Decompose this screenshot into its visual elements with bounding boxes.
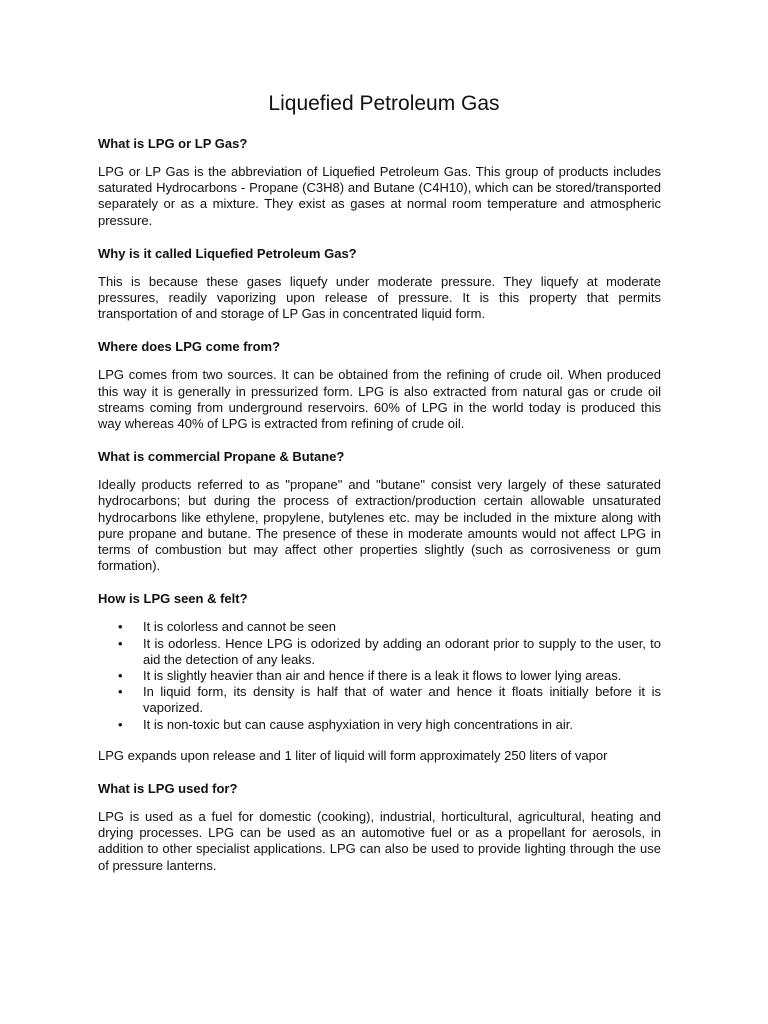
- bullet-icon: •: [118, 716, 123, 732]
- section-paragraph: Ideally products referred to as "propane" and "butane" consist very largely of these saturated hydrocarbons; but during the process of extraction/production certain allowable unsaturated hydrocarbons like ethylene, propylene, butylenes etc. may be included in the mixture along with pure propane and butane. The presence of these in moderate amounts would not affect LPG in terms of combustion but may affect other properties slightly (such as corrosiveness or gum formation).: [98, 477, 661, 574]
- section-heading: What is LPG used for?: [98, 781, 238, 797]
- bullet-list: [98, 619, 661, 732]
- section-heading: Where does LPG come from?: [98, 339, 281, 355]
- list-item-text: It is slightly heavier than air and hence if there is a leak it flows to lower lying areas.: [143, 668, 622, 684]
- section-heading: Why is it called Liquefied Petroleum Gas?: [98, 245, 357, 261]
- section-paragraph: LPG or LP Gas is the abbreviation of Liquefied Petroleum Gas. This group of products includes saturated Hydrocarbons - Propane (C3H8) and Butane (C4H10), which can be stored/transported separately or as a mixture. They exist as gases at normal room temperature and atmospheric pressure.: [98, 164, 661, 228]
- list-item-text: In liquid form, its density is half that of water and hence it floats initially before it is vaporized.: [143, 684, 661, 716]
- list-item: [118, 619, 661, 635]
- bullet-icon: •: [118, 635, 123, 651]
- section-used-for: [98, 781, 661, 874]
- document-body: [98, 136, 661, 891]
- section-paragraph: LPG comes from two sources. It can be obtained from the refining of crude oil. When produced this way it is generally in pressurized form. LPG is also extracted from natural gas or crude oil streams coming from underground reservoirs. 60% of LPG in the world today is produced this way whereas 40% of LPG is extracted from refining of crude oil.: [98, 367, 661, 432]
- page-title: Liquefied Petroleum Gas: [268, 92, 500, 115]
- section-heading: What is LPG or LP Gas?: [98, 136, 248, 151]
- section-commercial-propane-butane: [98, 449, 661, 574]
- section-why-called: [98, 246, 661, 323]
- list-item: [118, 716, 661, 733]
- section-what-is-lpg: [98, 136, 661, 229]
- list-item-text: It is odorless. Hence LPG is odorized by adding an odorant prior to supply to the user, to aid the detection of any leaks.: [143, 635, 661, 667]
- list-item: [118, 684, 661, 716]
- section-paragraph: LPG is used as a fuel for domestic (cooking), industrial, horticultural, agricultural, heating and drying processes. LPG can be used as an automotive fuel or as a propellant for aerosols, in addition to other specialist applications. LPG can also be used to provide lighting through the use of pressure lanterns.: [98, 809, 661, 873]
- list-item-text: It is colorless and cannot be seen: [143, 619, 336, 635]
- section-heading: How is LPG seen & felt?: [98, 591, 248, 607]
- section-paragraph: This is because these gases liquefy under moderate pressure. They liquefy at moderate pressures, readily vaporizing upon release of pressure. It is this property that permits transportation of and storage of LP Gas in concentrated liquid form.: [98, 273, 661, 322]
- list-item-text: It is non-toxic but can cause asphyxiation in very high concentrations in air.: [143, 716, 573, 732]
- section-heading: What is commercial Propane & Butane?: [98, 449, 345, 465]
- bullet-icon: •: [118, 684, 123, 700]
- section-seen-felt: [98, 591, 661, 764]
- section-where-from: [98, 339, 661, 432]
- section-paragraph: LPG expands upon release and 1 liter of liquid will form approximately 250 liters of vapor: [98, 747, 608, 763]
- list-item: [118, 668, 661, 684]
- bullet-icon: •: [118, 668, 123, 684]
- list-item: [118, 635, 661, 668]
- bullet-icon: •: [118, 619, 123, 635]
